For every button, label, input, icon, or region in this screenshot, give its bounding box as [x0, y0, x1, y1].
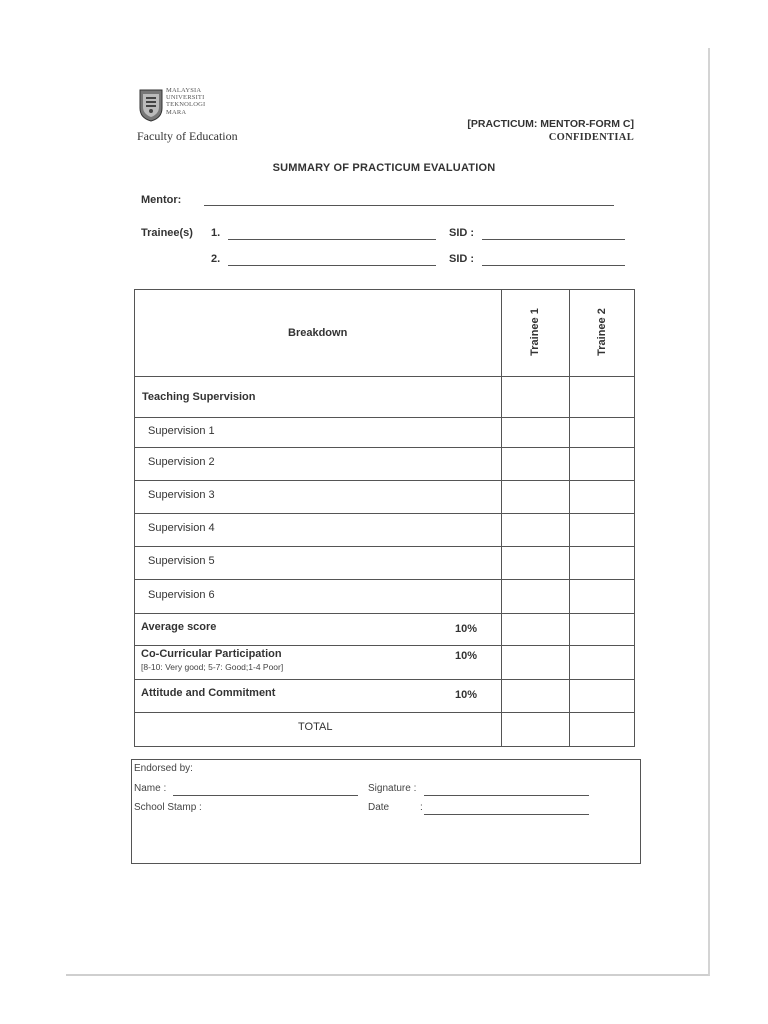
trainee-2-sid-label: SID :: [449, 253, 475, 265]
trainees-label: Trainee(s): [141, 227, 193, 239]
name-label: Name :: [134, 783, 167, 794]
trainee-1-sid-label: SID :: [449, 227, 475, 239]
university-crest-logo: [138, 88, 164, 122]
attitude-weight: 10%: [455, 689, 478, 701]
form-code-block: [467, 117, 634, 145]
trainee-2-number: 2.: [211, 253, 221, 265]
faculty-name: Faculty of Education: [137, 129, 238, 143]
row-divider: [135, 579, 634, 580]
supervision-row-label: Supervision 2: [148, 456, 215, 468]
trainee-1-number: 1.: [211, 227, 221, 239]
school-stamp-label: School Stamp :: [134, 802, 202, 813]
endorsement-box: [131, 759, 641, 864]
trainee-2-sid-field[interactable]: [482, 265, 625, 266]
form-code: [PRACTICUM: MENTOR-FORM C]: [467, 118, 634, 130]
name-field[interactable]: [173, 795, 358, 796]
trainee-1-sid-field[interactable]: [482, 239, 625, 240]
evaluation-table: [134, 289, 635, 747]
date-colon: :: [420, 802, 423, 813]
university-name-text: MALAYSIA UNIVERSITI TEKNOLOGI MARA: [166, 87, 206, 116]
total-label: TOTAL: [298, 721, 333, 733]
attitude-label: Attitude and Commitment: [141, 687, 276, 699]
row-divider: [135, 679, 634, 680]
column-divider: [569, 290, 570, 746]
row-divider: [135, 417, 634, 418]
average-score-weight: 10%: [455, 623, 478, 635]
trainee-1-name-field[interactable]: [228, 239, 436, 240]
date-field[interactable]: [424, 814, 589, 815]
column-divider: [501, 290, 502, 746]
supervision-row-label: Supervision 4: [148, 522, 215, 534]
supervision-row-label: Supervision 6: [148, 589, 215, 601]
mentor-field[interactable]: [204, 205, 614, 206]
row-divider: [135, 712, 634, 713]
average-score-label: Average score: [141, 621, 217, 633]
row-divider: [135, 480, 634, 481]
confidential-label: CONFIDENTIAL: [548, 132, 634, 143]
endorsed-by-label: Endorsed by:: [134, 763, 193, 774]
breakdown-header: Breakdown: [288, 327, 348, 339]
row-divider: [135, 645, 634, 646]
signature-label: Signature :: [368, 783, 417, 794]
teaching-supervision-label: Teaching Supervision: [142, 391, 256, 403]
cocurricular-weight: 10%: [455, 650, 478, 662]
document-title: SUMMARY OF PRACTICUM EVALUATION: [272, 162, 496, 174]
row-divider: [135, 447, 634, 448]
row-divider: [135, 376, 634, 377]
cocurricular-scale-note: [8-10: Very good; 5-7: Good;1-4 Poor]: [141, 662, 284, 672]
signature-field[interactable]: [424, 795, 589, 796]
trainee-2-header: Trainee 2: [596, 308, 608, 356]
supervision-row-label: Supervision 3: [148, 489, 215, 501]
row-divider: [135, 546, 634, 547]
row-divider: [135, 613, 634, 614]
date-label: Date: [368, 802, 390, 813]
supervision-row-label: Supervision 5: [148, 555, 215, 567]
trainee-1-header: Trainee 1: [529, 308, 541, 356]
cocurricular-label: Co-Curricular Participation: [141, 648, 282, 660]
trainee-2-name-field[interactable]: [228, 265, 436, 266]
row-divider: [135, 513, 634, 514]
mentor-label: Mentor:: [141, 194, 182, 206]
supervision-row-label: Supervision 1: [148, 425, 215, 437]
